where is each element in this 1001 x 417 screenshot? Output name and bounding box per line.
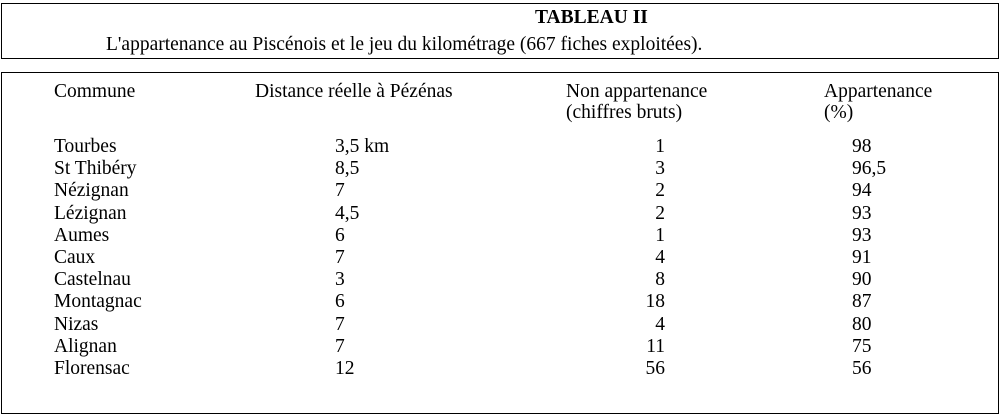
cell-distance: 7 xyxy=(335,247,345,268)
cell-commune: Nézignan xyxy=(54,180,129,202)
cell-appartenance: 87 xyxy=(852,291,872,313)
cell-appartenance: 96,5 xyxy=(852,158,887,180)
column-header-non-appartenance xyxy=(566,81,707,123)
cell-commune: Florensac xyxy=(54,358,130,379)
cell-distance: 7 xyxy=(335,313,345,335)
cell-non-appartenance: 11 xyxy=(646,335,665,357)
cell-commune: Alignan xyxy=(54,335,117,357)
cell-non-appartenance: 4 xyxy=(655,247,665,268)
cell-appartenance: 93 xyxy=(852,224,872,246)
cell-non-appartenance: 18 xyxy=(645,291,665,313)
column-header-commune: Commune xyxy=(54,81,136,102)
column-header-appartenance-line1: Appartenance xyxy=(824,81,933,102)
cell-appartenance: 56 xyxy=(852,358,872,379)
cell-commune: Montagnac xyxy=(54,291,142,313)
cell-commune: Lézignan xyxy=(54,202,127,224)
cell-appartenance: 90 xyxy=(852,269,872,291)
cell-non-appartenance: 56 xyxy=(645,358,665,379)
cell-commune: St Thibéry xyxy=(54,158,137,180)
cell-appartenance: 93 xyxy=(852,202,872,224)
column-header-appartenance xyxy=(824,81,932,123)
cell-appartenance: 91 xyxy=(852,247,872,268)
cell-commune: Tourbes xyxy=(54,136,117,157)
cell-non-appartenance: 2 xyxy=(655,180,665,202)
cell-commune: Aumes xyxy=(54,224,110,246)
cell-non-appartenance: 1 xyxy=(655,136,665,157)
cell-non-appartenance: 2 xyxy=(655,202,665,224)
column-header-non-appartenance-line2: (chiffres bruts) xyxy=(566,102,683,123)
cell-appartenance: 94 xyxy=(852,180,872,202)
table-title: TABLEAU II xyxy=(535,7,648,28)
cell-distance: 6 xyxy=(335,224,345,246)
cell-distance: 8,5 xyxy=(335,158,360,180)
cell-distance: 6 xyxy=(335,291,345,313)
cell-non-appartenance: 3 xyxy=(655,158,665,180)
table-caption-box xyxy=(1,3,999,59)
column-header-appartenance-line2: (%) xyxy=(824,102,854,123)
cell-appartenance: 98 xyxy=(852,136,872,157)
cell-distance: 7 xyxy=(335,335,345,357)
column-header-non-appartenance-line1: Non appartenance xyxy=(566,81,708,102)
cell-distance: 3,5 km xyxy=(335,136,390,157)
cell-commune: Nizas xyxy=(54,313,99,335)
cell-appartenance: 75 xyxy=(852,335,872,357)
cell-distance: 12 xyxy=(335,358,355,379)
cell-distance: 3 xyxy=(335,269,345,291)
cell-distance: 4,5 xyxy=(335,202,360,224)
cell-distance: 7 xyxy=(335,180,345,202)
cell-non-appartenance: 8 xyxy=(655,269,665,291)
column-header-distance: Distance réelle à Pézénas xyxy=(255,81,453,102)
cell-non-appartenance: 1 xyxy=(655,224,665,246)
data-table xyxy=(1,72,999,414)
cell-appartenance: 80 xyxy=(852,313,872,335)
table-subtitle: L'appartenance au Piscénois et le jeu du kilométrage (667 fiches exploitées). xyxy=(106,34,703,55)
cell-non-appartenance: 4 xyxy=(655,313,665,335)
cell-commune: Caux xyxy=(54,247,96,268)
cell-commune: Castelnau xyxy=(54,269,131,291)
